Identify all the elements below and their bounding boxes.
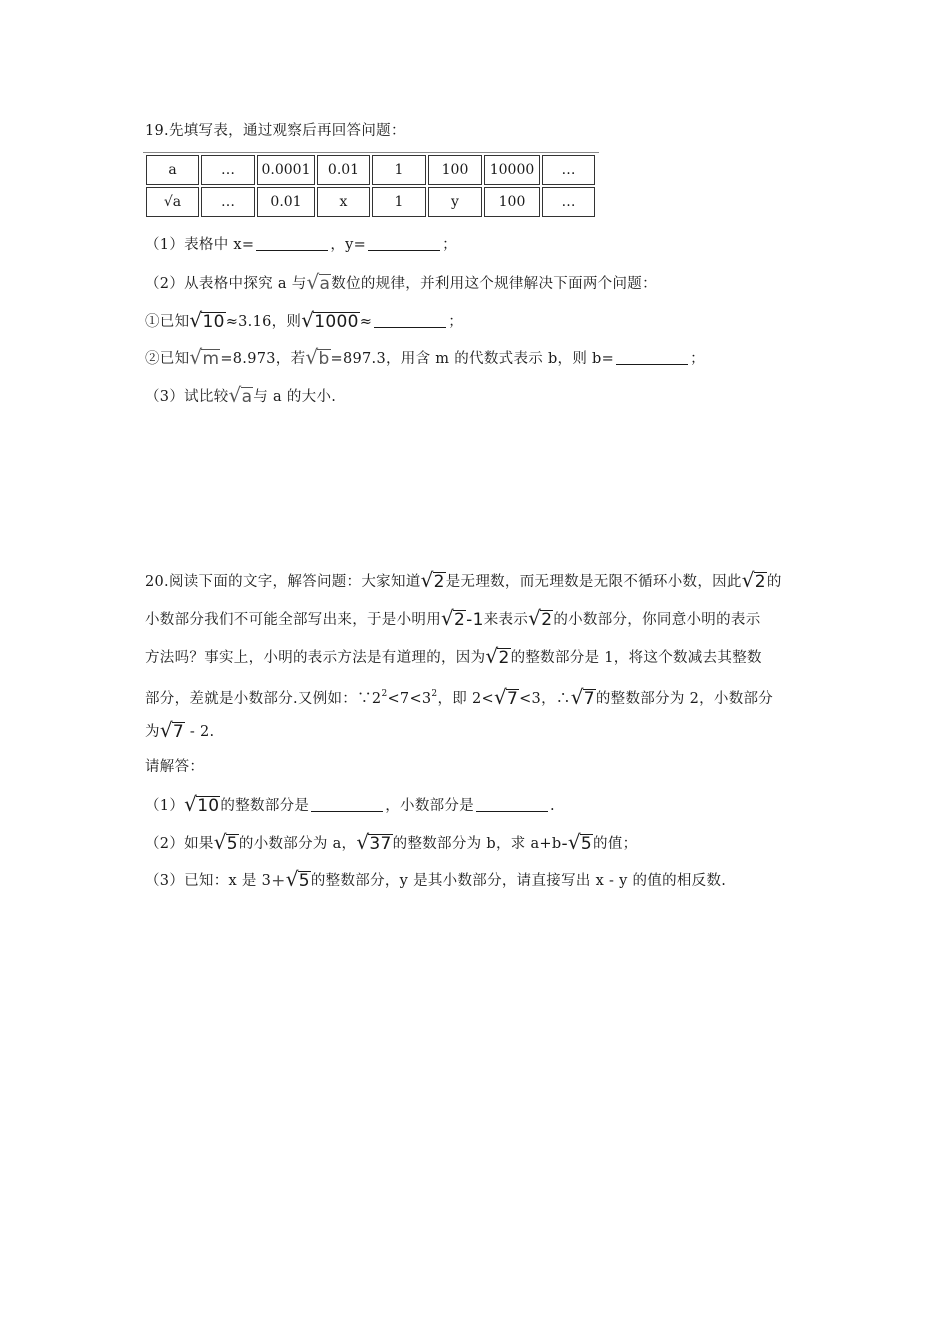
text: ②已知 — [145, 351, 190, 367]
q20-sub2 — [145, 832, 637, 854]
table-cell: 0.01 — [257, 187, 315, 217]
superscript: 2 — [431, 689, 438, 699]
sqrt-expression: √2 — [485, 644, 510, 668]
q19-part1 — [145, 235, 457, 255]
sqrt-expression: √2 — [420, 568, 445, 592]
text: （1）表格中 x= — [145, 237, 255, 253]
text: =8.973，若 — [220, 351, 306, 367]
text: （2）如果 — [145, 836, 214, 852]
text: 的小数部分，你同意小明的表示 — [553, 612, 761, 628]
answer-blank[interactable] — [476, 797, 548, 812]
text: ，即 2< — [437, 691, 494, 707]
text: 的整数部分为 b，求 a+b — [392, 836, 562, 852]
text: 部分，差就是小数部分.又例如：∵2 — [145, 691, 382, 707]
text: 20.阅读下面的文字，解答问题：大家知道 — [145, 574, 421, 590]
sqrt-expression: √2 — [441, 606, 466, 630]
sqrt-expression: √5 — [213, 830, 238, 854]
table-cell: 100 — [484, 187, 540, 217]
text: 为 — [145, 724, 160, 740]
q20-sub3 — [145, 869, 726, 891]
table-cell: 0.0001 — [257, 155, 315, 185]
text: 小数部分我们不可能全部写出来，于是小明用 — [145, 612, 441, 628]
table-row — [146, 187, 595, 217]
sqrt-expression: √5 — [567, 830, 593, 854]
table-cell: y — [428, 187, 482, 217]
q19-item2 — [145, 347, 705, 369]
sqrt-expression: √7 — [493, 685, 519, 709]
text: 的 — [766, 574, 782, 590]
sqrt-expression: √7 — [159, 718, 184, 742]
text: （2）从表格中探究 a 与 — [145, 276, 307, 292]
sqrt-expression: √2 — [528, 606, 553, 630]
q20-line3 — [145, 646, 762, 668]
text: （3）试比较 — [145, 389, 229, 405]
text: ≈ — [359, 314, 373, 330]
text: ≈3.16，则 — [225, 314, 302, 330]
sqrt-expression: √a — [306, 270, 331, 294]
q20-line2 — [145, 608, 761, 630]
q19-part2 — [145, 272, 657, 294]
table-cell: 1 — [372, 187, 426, 217]
sqrt-expression: √b — [305, 345, 330, 369]
table-cell: a — [146, 155, 199, 185]
text: 是无理数，而无理数是无限不循环小数，因此 — [445, 574, 742, 590]
answer-blank[interactable] — [374, 313, 446, 328]
text: 与 a 的大小. — [253, 389, 337, 405]
q20-instruction: 请解答： — [145, 759, 205, 775]
sqrt-expression: √37 — [356, 830, 392, 854]
text: 的整数部分是 — [220, 798, 310, 814]
text: 的小数部分为 a， — [238, 836, 357, 852]
text: =897.3，用含 m 的代数式表示 b，则 b= — [330, 351, 615, 367]
table-cell: x — [317, 187, 370, 217]
q19-title: 19.先填写表，通过观察后再回答问题： — [145, 123, 406, 139]
text: ； — [442, 237, 457, 253]
table-row — [146, 155, 595, 185]
table-cell: 100 — [428, 155, 482, 185]
sqrt-expression: √1000 — [301, 308, 359, 332]
text: 数位的规律，并利用这个规律解决下面两个问题： — [331, 276, 657, 292]
text: ； — [690, 351, 705, 367]
text: 的整数部分为 2，小数部分 — [595, 691, 774, 707]
table-cell: … — [201, 187, 255, 217]
text: ①已知 — [145, 314, 190, 330]
table-cell: 0.01 — [317, 155, 370, 185]
table-cell: … — [201, 155, 255, 185]
text: ，小数部分是 — [385, 798, 475, 814]
minus-sign: - — [561, 834, 568, 854]
text: 方法吗？事实上，小明的表示方法是有道理的，因为 — [145, 650, 486, 666]
text: <3，∴ — [519, 691, 571, 707]
q20-sub1 — [145, 794, 555, 816]
table-cell: 1 — [372, 155, 426, 185]
table-cell: 10000 — [484, 155, 540, 185]
text: ； — [448, 314, 464, 330]
table-cell: √a — [146, 187, 199, 217]
text: （1） — [145, 798, 185, 814]
text: 的整数部分是 1，将这个数减去其整数 — [510, 650, 762, 666]
q19-item1 — [145, 310, 463, 332]
plus-sign: + — [271, 871, 286, 891]
q19-part3 — [145, 385, 336, 407]
text: - 2. — [184, 724, 215, 740]
text: 来表示 — [483, 612, 529, 628]
table-cell: … — [542, 187, 595, 217]
answer-blank[interactable] — [616, 350, 688, 365]
sqrt-expression: √m — [189, 345, 220, 369]
sqrt-expression: √5 — [285, 867, 310, 891]
table-cell: … — [542, 155, 595, 185]
answer-blank-y[interactable] — [368, 236, 440, 251]
minus-one: -1 — [466, 610, 484, 630]
text: . — [550, 798, 555, 814]
text: 的值； — [593, 836, 638, 852]
sqrt-expression: √10 — [189, 308, 225, 332]
q20-line1 — [145, 570, 782, 592]
q20-line4 — [145, 684, 773, 709]
sqrt-expression: √a — [228, 383, 253, 407]
value-table — [144, 153, 597, 219]
text: <7<3 — [387, 691, 432, 707]
sqrt-expression: √2 — [741, 568, 766, 592]
q20-line5 — [145, 720, 214, 742]
text: ，y= — [330, 237, 367, 253]
text: （3）已知：x 是 3 — [145, 873, 272, 889]
answer-blank[interactable] — [311, 797, 383, 812]
answer-blank-x[interactable] — [256, 236, 328, 251]
sqrt-expression: √10 — [184, 792, 220, 816]
superscript: 2 — [381, 689, 388, 699]
text: 的整数部分，y 是其小数部分，请直接写出 x - y 的值的相反数. — [310, 873, 727, 889]
sqrt-expression: √7 — [570, 685, 595, 709]
